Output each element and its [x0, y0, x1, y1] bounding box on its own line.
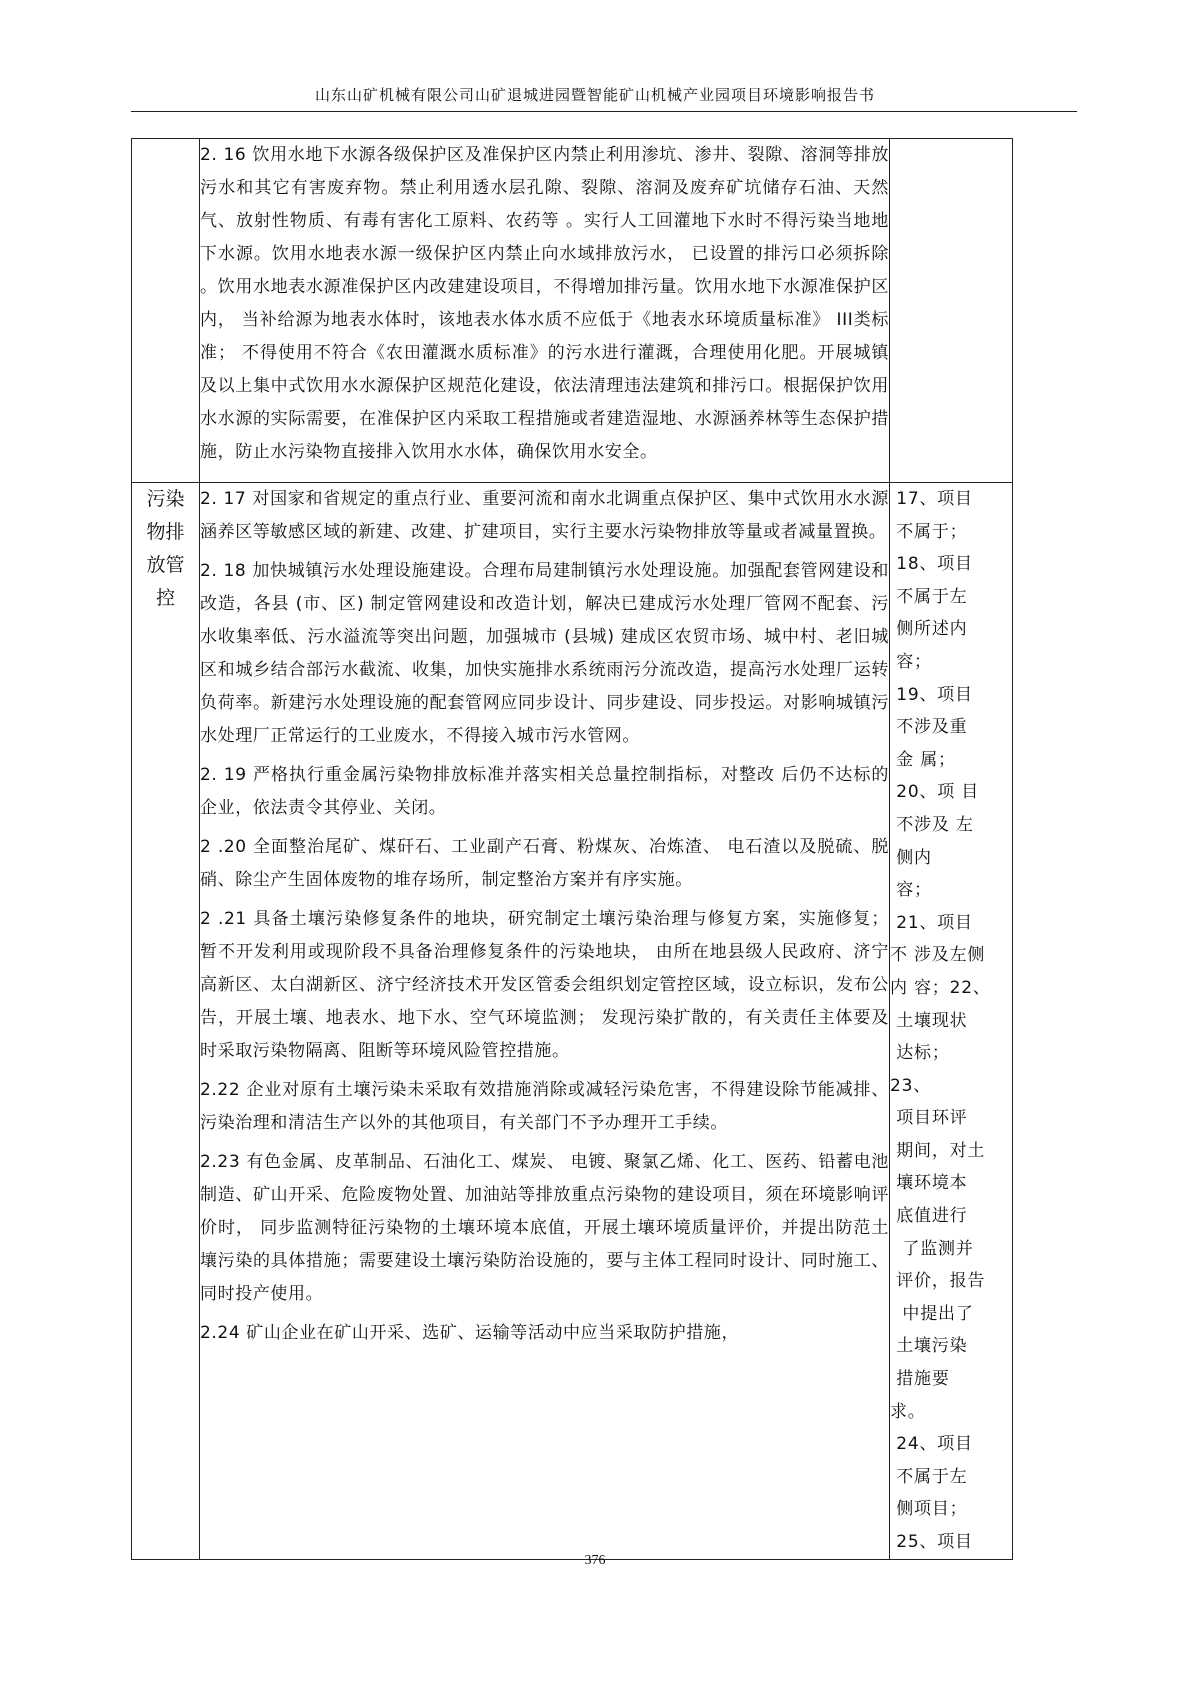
- requirement-2-19: 2. 19 严格执行重金属污染物排放标准并落实相关总量控制指标，对整改 后仍不达标的企业，依法责令其停业、关闭。: [200, 765, 889, 818]
- page-number: 376: [584, 1553, 606, 1568]
- requirement-2-23: 2.23 有色金属、皮革制品、石油化工、煤炭、 电镀、聚氯乙烯、化工、医药、铅蓄电池制造、矿山开采、危险废物处置、加油站等排放重点污染物的建设项目，须在环境影响评价时， 同步监测特征污染物的土壤环境本底值，开展土壤环境质量评价，并提出防范土壤污染的具体措施；需要建设土壤污染防治设施的，要与主体工程同时设计、同时施工、同时投产使用。: [200, 1152, 889, 1304]
- requirement-cell: [200, 139, 890, 483]
- requirement-cell: [200, 483, 890, 1560]
- requirement-2-22: 2.22 企业对原有土壤污染未采取有效措施消除或减轻污染危害，不得建设除节能减排、污染治理和清洁生产以外的其他项目，有关部门不予办理开工手续。: [200, 1080, 889, 1133]
- compliance-remarks: 17、项目 不属于； 18、项目 不属于左 侧所述内 容； 19、项目 不涉及重 金 属； 20、项 目 不涉及 左 侧内 容； 21、项目 不 涉及左侧 内 容；22、 土壤现状 达标； 23、 项目环评 期间，对土 壤环境本 底值进行 了监测并 评价，报告 中提出了 土壤污染 措施要 求。 24、项目 不属于左 侧项目； 25、项目: [890, 489, 991, 1552]
- category-cell-empty: [132, 139, 200, 483]
- policy-compliance-table: [131, 138, 1013, 1560]
- requirement-2-16: 2. 16 饮用水地下水源各级保护区及准保护区内禁止利用渗坑、渗井、裂隙、溶洞等排放污水和其它有害废弃物。禁止利用透水层孔隙、裂隙、溶洞及废弃矿坑储存石油、天然气、放射性物质、有毒有害化工原料、农药等 。实行人工回灌地下水时不得污染当地地下水源。饮用水地表水源一级保护区内禁止向水域排放污水， 已设置的排污口必须拆除 。饮用水地表水源准保护区内改建建设项目，不得增加排污量。饮用水地下水源准保护区内， 当补给源为地表水体时，该地表水体水质不应低于《地表水环境质量标准》 III类标准； 不得使用不符合《农田灌溉水质标准》的污水进行灌溉，合理使用化肥。开展城镇及以上集中式饮用水水源保护区规范化建设，依法清理违法建筑和排污口。根据保护饮用水水源的实际需要，在准保护区内采取工程措施或者建造湿地、水源涵养林等生态保护措施，防止水污染物直接排入饮用水水体，确保饮用水安全。: [200, 145, 889, 462]
- document-header: 山东山矿机械有限公司山矿退城进园暨智能矿山机械产业园项目环境影响报告书: [314, 86, 875, 104]
- requirement-2-24: 2.24 矿山企业在矿山开采、选矿、运输等活动中应当采取防护措施，: [200, 1323, 740, 1343]
- requirement-2-20: 2 .20 全面整治尾矿、煤矸石、工业副产石膏、粉煤灰、冶炼渣、 电石渣以及脱硫、脱硝、除尘产生固体废物的堆存场所，制定整治方案并有序实施。: [200, 837, 889, 890]
- remark-cell-empty: [890, 139, 1013, 483]
- table-row: [132, 483, 1013, 1560]
- category-cell: [132, 483, 200, 1560]
- remark-cell: [890, 483, 1013, 1560]
- requirement-2-21: 2 .21 具备土壤污染修复条件的地块，研究制定土壤污染治理与修复方案，实施修复； 暂不开发利用或现阶段不具备治理修复条件的污染地块， 由所在地县级人民政府、济宁高新区、太白湖新区、济宁经济技术开发区管委会组织划定管控区域，设立标识，发布公告，开展土壤、地表水、地下水、空气环境监测； 发现污染扩散的，有关责任主体要及时采取污染物隔离、阻断等环境风险管控措施。: [200, 909, 889, 1061]
- requirement-2-18: 2. 18 加快城镇污水处理设施建设。合理布局建制镇污水处理设施。加强配套管网建设和改造，各县 (市、区) 制定管网建设和改造计划，解决已建成污水处理厂管网不配套、污水收集率低、污水溢流等突出问题，加强城市 (县城) 建成区农贸市场、城中村、老旧城区和城乡结合部污水截流、收集，加快实施排水系统雨污分流改造，提高污水处理厂运转负荷率。新建污水处理设施的配套管网应同步设计、同步建设、同步投运。对影响城镇污水处理厂正常运行的工业废水，不得接入城市污水管网。: [200, 561, 889, 746]
- header-divider: [131, 111, 1077, 112]
- table-row: [132, 139, 1013, 483]
- requirement-2-17: 2. 17 对国家和省规定的重点行业、重要河流和南水北调重点保护区、集中式饮用水水源涵养区等敏感区域的新建、改建、扩建项目，实行主要水污染物排放等量或者减量置换。: [200, 489, 889, 542]
- category-label: 污染物排放管控: [146, 488, 185, 609]
